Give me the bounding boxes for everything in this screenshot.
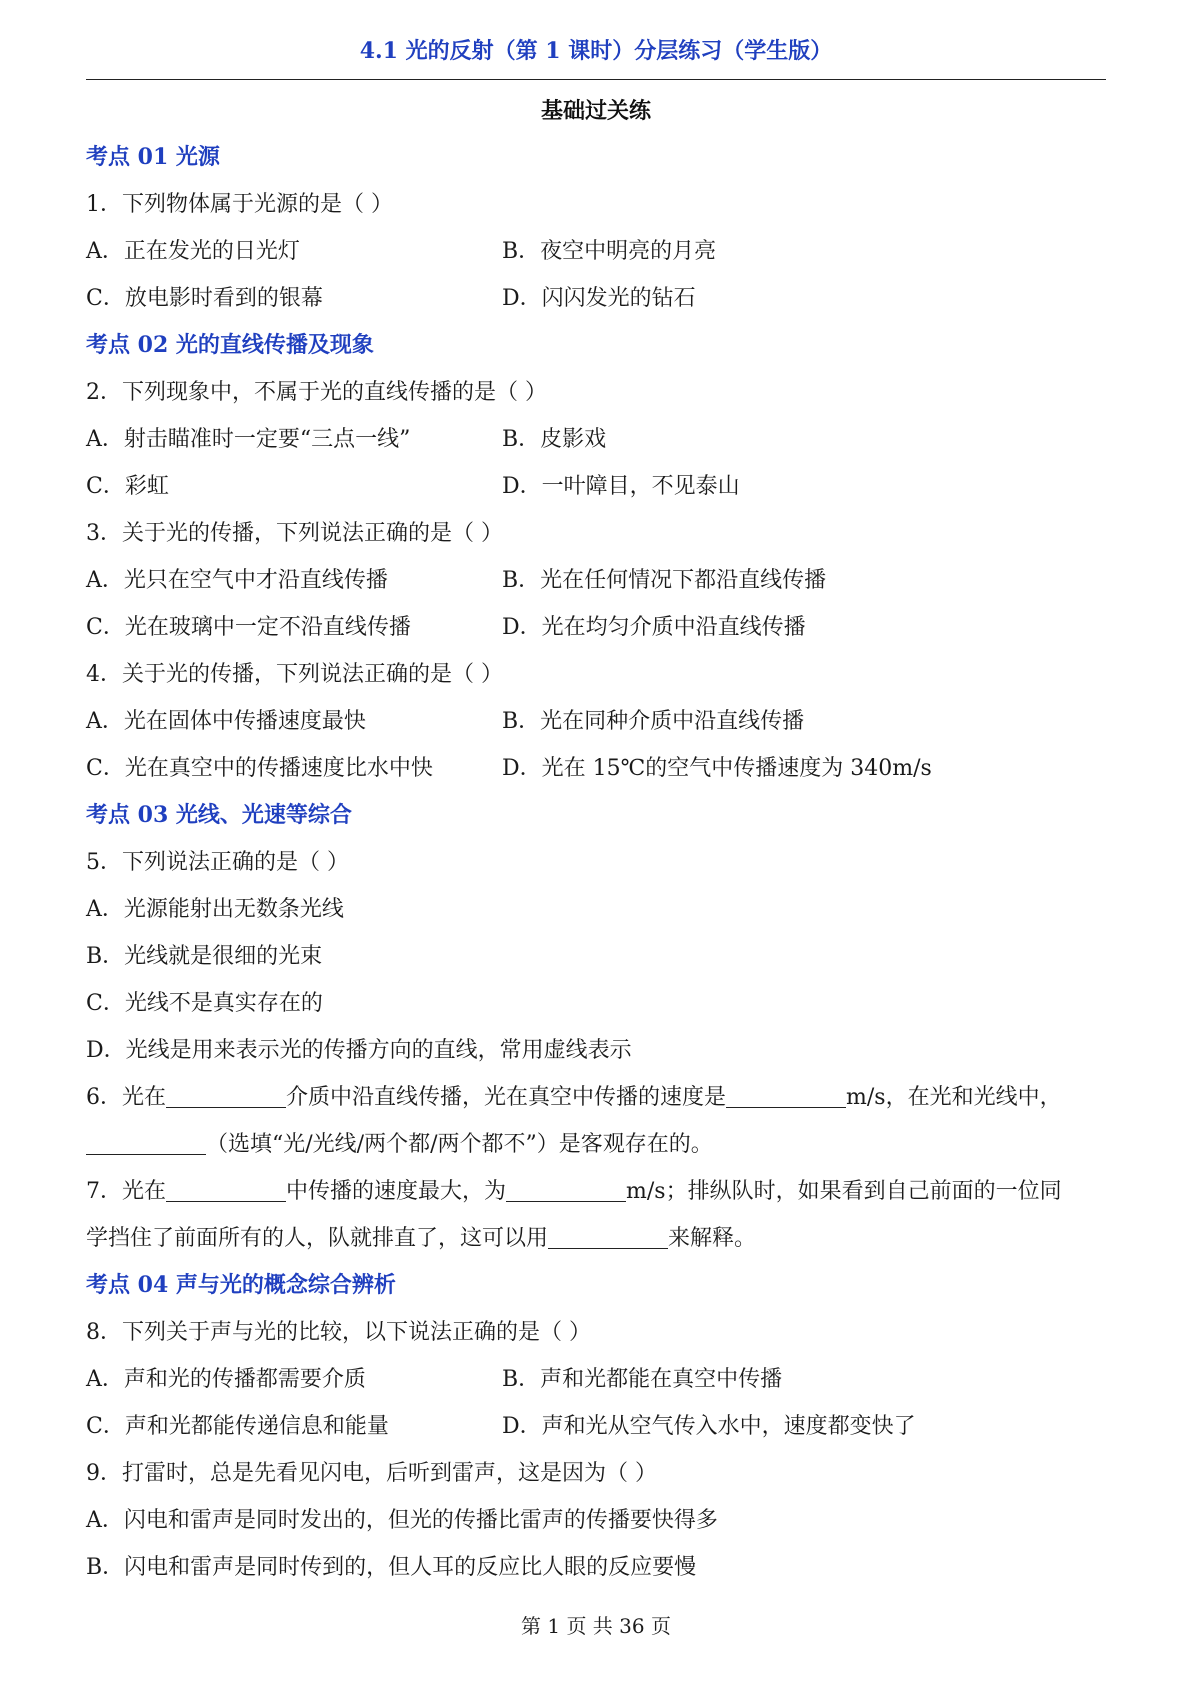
question-4-option-b: B．光在同种介质中沿直线传播 [502,709,805,734]
question-8-option-d: D．声和光从空气传入水中，速度都变快了 [502,1414,916,1439]
question-5-option-a: A．光源能射出无数条光线 [86,897,344,922]
question-6-text-3: m/s，在光和光线中， [846,1085,1062,1110]
question-8-stem: 8．下列关于声与光的比较，以下说法正确的是（ ） [86,1320,591,1345]
question-8-option-a: A．声和光的传播都需要介质 [86,1367,366,1392]
header-divider [86,79,1106,80]
question-5-option-c: C．光线不是真实存在的 [86,991,323,1016]
section-title: 基础过关练 [540,98,651,124]
question-1-options-row-1 [86,228,1106,275]
question-3-stem: 3．关于光的传播，下列说法正确的是（ ） [86,521,503,546]
question-7-text-3: m/s；排纵队时，如果看到自己前面的一位同 [626,1179,1062,1204]
question-3-option-a: A．光只在空气中才沿直线传播 [86,568,388,593]
question-2-stem: 2．下列现象中，不属于光的直线传播的是（ ） [86,380,547,405]
question-1-option-b: B．夜空中明亮的月亮 [502,239,717,264]
question-3-option-d: D．光在均匀介质中沿直线传播 [502,615,806,640]
question-4-option-a: A．光在固体中传播速度最快 [86,709,366,734]
question-8-options-row-2 [86,1403,1106,1450]
question-7-line-2 [86,1215,1106,1262]
page-number: 第 1 页 共 36 页 [521,1614,671,1638]
question-8-option-c: C．声和光都能传递信息和能量 [86,1414,389,1439]
answer-blank[interactable] [166,1171,286,1202]
answer-blank[interactable] [166,1077,286,1108]
question-7-line-1 [86,1168,1106,1215]
question-6-line-2 [86,1121,1106,1168]
question-1-options-row-2 [86,275,1106,322]
answer-blank[interactable] [506,1171,626,1202]
question-4-stem: 4．关于光的传播，下列说法正确的是（ ） [86,662,503,687]
question-8-options-row-1 [86,1356,1106,1403]
answer-blank[interactable] [86,1124,206,1155]
question-6-text-2: 介质中沿直线传播，光在真空中传播的速度是 [286,1085,727,1110]
question-5-stem: 5．下列说法正确的是（ ） [86,850,349,875]
question-5-option-d: D．光线是用来表示光的传播方向的直线，常用虚线表示 [86,1038,632,1063]
answer-blank[interactable] [548,1218,668,1249]
question-3-option-c: C．光在玻璃中一定不沿直线传播 [86,615,411,640]
question-2-option-d: D．一叶障目，不见泰山 [502,474,740,499]
knowledge-point-1: 考点 01 光源 [86,144,220,170]
question-4-options-row-1 [86,698,1106,745]
knowledge-point-2: 考点 02 光的直线传播及现象 [86,332,374,358]
question-4-option-d: D．光在 15℃的空气中传播速度为 340m/s [502,756,932,781]
question-9-stem: 9．打雷时，总是先看见闪电，后听到雷声，这是因为（ ） [86,1461,657,1486]
question-7-text-5: 来解释。 [668,1226,757,1251]
question-6-text-4: （选填“光/光线/两个都/两个都不”）是客观存在的。 [206,1132,713,1157]
question-8-option-b: B．声和光都能在真空中传播 [502,1367,783,1392]
question-2-option-c: C．彩虹 [86,474,169,499]
question-2-options-row-2 [86,463,1106,510]
question-6-text-1: 6．光在 [86,1085,166,1110]
question-1-stem: 1．下列物体属于光源的是（ ） [86,192,393,217]
question-7-text-1: 7．光在 [86,1179,166,1204]
question-2-option-b: B．皮影戏 [502,427,607,452]
question-6-line-1 [86,1074,1106,1121]
answer-blank[interactable] [726,1077,846,1108]
question-4-options-row-2 [86,745,1106,792]
question-3-options-row-1 [86,557,1106,604]
question-7-text-2: 中传播的速度最大，为 [286,1179,507,1204]
question-1-option-d: D．闪闪发光的钻石 [502,286,696,311]
question-3-options-row-2 [86,604,1106,651]
question-4-option-c: C．光在真空中的传播速度比水中快 [86,756,433,781]
question-1-option-a: A．正在发光的日光灯 [86,239,300,264]
question-3-option-b: B．光在任何情况下都沿直线传播 [502,568,827,593]
question-2-options-row-1 [86,416,1106,463]
question-9-option-a: A．闪电和雷声是同时发出的，但光的传播比雷声的传播要快得多 [86,1508,718,1533]
question-7-text-4: 学挡住了前面所有的人，队就排直了，这可以用 [86,1226,549,1251]
question-content [86,134,1106,1591]
question-5-option-b: B．光线就是很细的光束 [86,944,323,969]
knowledge-point-4: 考点 04 声与光的概念综合辨析 [86,1272,396,1298]
document-page [86,0,1106,1682]
question-2-option-a: A．射击瞄准时一定要“三点一线” [86,427,411,452]
knowledge-point-3: 考点 03 光线、光速等综合 [86,802,352,828]
question-1-option-c: C．放电影时看到的银幕 [86,286,323,311]
document-title: 4.1 光的反射（第 1 课时）分层练习（学生版） [359,38,833,64]
question-9-option-b: B．闪电和雷声是同时传到的，但人耳的反应比人眼的反应要慢 [86,1555,697,1580]
